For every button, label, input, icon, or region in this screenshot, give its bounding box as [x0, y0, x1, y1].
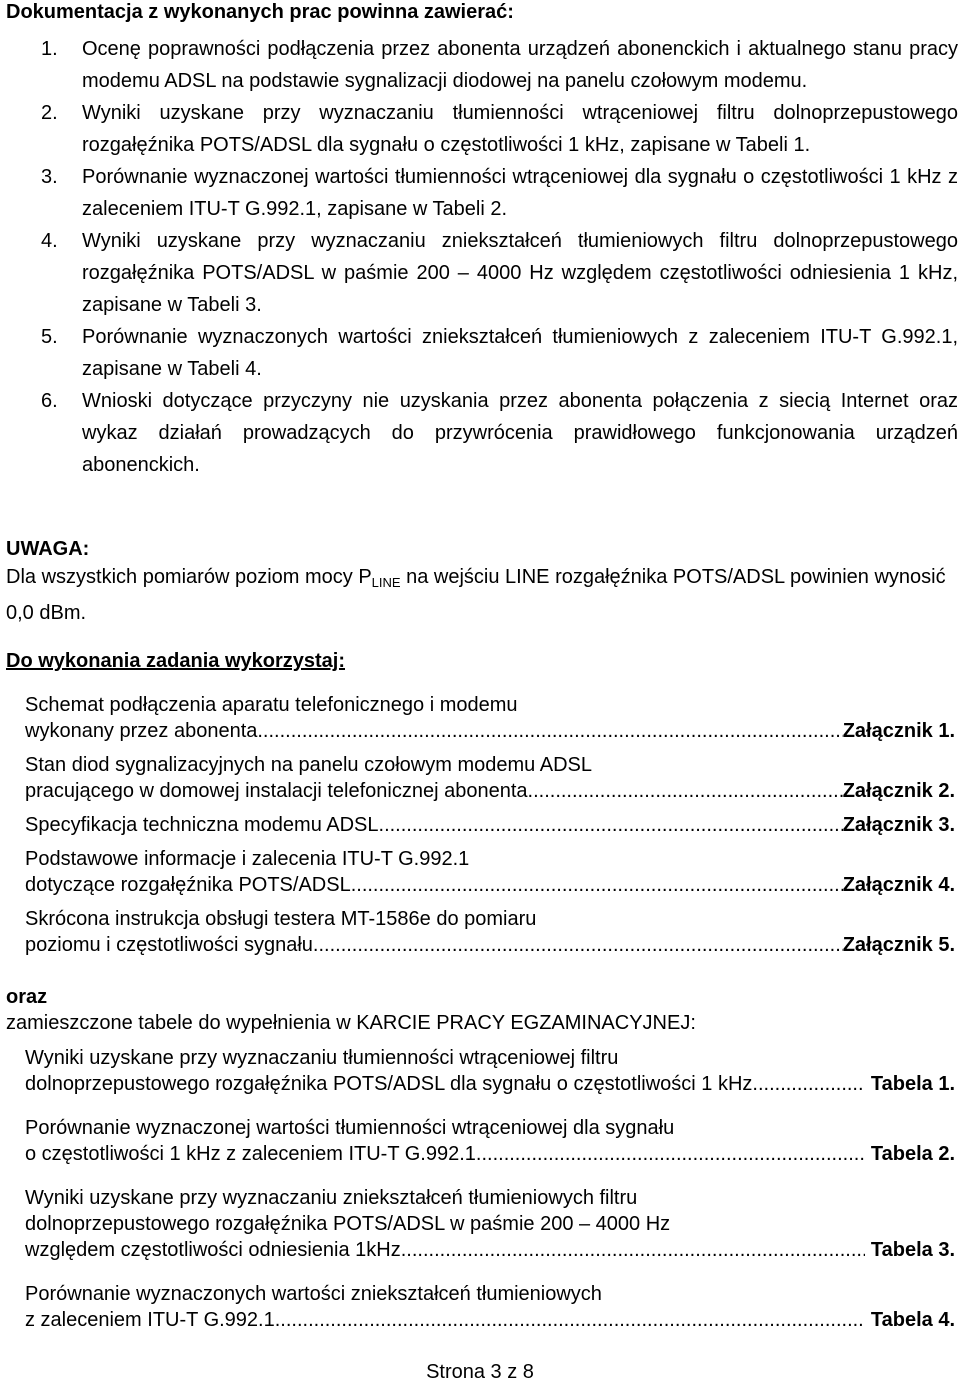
attachment-line: Schemat podłączenia aparatu telefonicznego i modemu: [25, 694, 518, 716]
dot-leader: [313, 932, 843, 958]
documentation-list: [0, 33, 960, 481]
list-item: [0, 33, 958, 97]
attachment-ref: Załącznik 1.: [842, 720, 955, 742]
tables-intro: zamieszczone tabele do wypełnienia w KARCIE PRACY EGZAMINACYJNEJ:: [6, 1012, 696, 1034]
dot-leader: [379, 812, 843, 838]
dot-leader: [275, 1307, 866, 1333]
attachment-line: Skrócona instrukcja obsługi testera MT-1586e do pomiaru: [25, 908, 537, 930]
dot-leader: [476, 1141, 865, 1167]
table-line-last: dolnoprzepustowego rozgałęźnika POTS/ADSL dla sygnału o częstotliwości 1 kHz: [25, 1073, 753, 1095]
attachment-line-last: Specyfikacja techniczna modemu ADSL: [25, 814, 379, 836]
item-text: Ocenę poprawności podłączenia przez abonenta urządzeń abonenckich i aktualnego stanu pracy modemu ADSL na podstawie sygnalizacji diodowej na panelu czołowym modemu.: [82, 38, 958, 92]
attachment-line-last: poziomu i częstotliwości sygnału: [25, 934, 313, 956]
list-item: [0, 97, 958, 161]
table-entry: [25, 1045, 955, 1097]
attachment-entry: [25, 846, 955, 898]
table-entry: [25, 1281, 955, 1333]
item-number: 4.: [41, 230, 58, 252]
dot-leader: [528, 778, 843, 804]
attachment-line-last: wykonany przez abonenta: [25, 720, 258, 742]
table-line: Porównanie wyznaczonej wartości tłumienności wtrąceniowej dla sygnału: [25, 1117, 675, 1139]
item-text: Porównanie wyznaczonej wartości tłumienności wtrąceniowej dla sygnału o częstotliwości 1 kHz z zaleceniem ITU-T G.992.1, zapisane w Tabeli 2.: [82, 166, 958, 220]
oraz-label: oraz: [6, 986, 48, 1008]
table-entry: [25, 1115, 955, 1167]
attachments-list: [25, 692, 955, 958]
attachment-line: Stan diod sygnalizacyjnych na panelu czołowym modemu ADSL: [25, 754, 592, 776]
note-text-after: na wejściu LINE rozgałęźnika POTS/ADSL powinien wynosić 0,0 dBm.: [6, 566, 946, 624]
attachment-ref: Załącznik 5.: [842, 934, 955, 956]
table-line: Wyniki uzyskane przy wyznaczaniu tłumienności wtrąceniowej filtru: [25, 1047, 619, 1069]
dot-leader: [257, 718, 842, 744]
attachment-entry: [25, 812, 955, 838]
section-heading: Dokumentacja z wykonanych prac powinna zawierać:: [6, 1, 514, 23]
dot-leader: [752, 1071, 865, 1097]
resources-title: Do wykonania zadania wykorzystaj:: [6, 650, 345, 672]
table-line-last: względem częstotliwości odniesienia 1kHz: [25, 1239, 401, 1261]
table-line-last: z zaleceniem ITU-T G.992.1: [25, 1309, 275, 1331]
note-text-before: Dla wszystkich pomiarów poziom mocy P: [6, 566, 372, 588]
item-number: 1.: [41, 38, 58, 60]
note-subscript: LINE: [371, 575, 401, 590]
dot-leader: [401, 1237, 866, 1263]
item-number: 5.: [41, 326, 58, 348]
attachment-entry: [25, 906, 955, 958]
attachment-ref: Załącznik 3.: [842, 814, 955, 836]
attachment-ref: Załącznik 4.: [842, 874, 955, 896]
item-number: 2.: [41, 102, 58, 124]
note-title: UWAGA:: [6, 538, 90, 560]
item-text: Wnioski dotyczące przyczyny nie uzyskania przez abonenta połączenia z siecią Internet oraz wykaz działań prowadzących do przywrócenia prawidłowego funkcjonowania urządzeń abonenckich.: [82, 390, 958, 476]
item-text: Wyniki uzyskane przy wyznaczaniu zniekształceń tłumieniowych filtru dolnoprzepustowego rozgałęźnika POTS/ADSL w paśmie 200 – 4000 Hz względem częstotliwości odniesienia 1 kHz, zapisane w Tabeli 3.: [82, 230, 958, 316]
item-number: 3.: [41, 166, 58, 188]
attachment-ref: Załącznik 2.: [842, 780, 955, 802]
table-line: dolnoprzepustowego rozgałęźnika POTS/ADSL w paśmie 200 – 4000 Hz: [25, 1213, 671, 1235]
list-item: [0, 385, 958, 481]
list-item: [0, 225, 958, 321]
note-text: [6, 562, 960, 628]
attachment-entry: [25, 752, 955, 804]
table-entry: [25, 1185, 955, 1263]
attachment-line-last: pracującego w domowej instalacji telefonicznej abonenta: [25, 780, 528, 802]
attachment-line: Podstawowe informacje i zalecenia ITU-T G.992.1: [25, 848, 470, 870]
tables-list: [25, 1045, 955, 1333]
attachment-line-last: dotyczące rozgałęźnika POTS/ADSL: [25, 874, 351, 896]
attachment-entry: [25, 692, 955, 744]
page-number: Strona 3 z 8: [426, 1361, 534, 1383]
table-ref: Tabela 2.: [865, 1143, 955, 1165]
table-line: Wyniki uzyskane przy wyznaczaniu zniekształceń tłumieniowych filtru: [25, 1187, 638, 1209]
table-ref: Tabela 1.: [865, 1073, 955, 1095]
item-number: 6.: [41, 390, 58, 412]
table-line: Porównanie wyznaczonych wartości zniekształceń tłumieniowych: [25, 1283, 602, 1305]
item-text: Wyniki uzyskane przy wyznaczaniu tłumienności wtrąceniowej filtru dolnoprzepustowego rozgałęźnika POTS/ADSL dla sygnału o częstotliwości 1 kHz, zapisane w Tabeli 1.: [82, 102, 958, 156]
dot-leader: [351, 872, 843, 898]
item-text: Porównanie wyznaczonych wartości zniekształceń tłumieniowych z zaleceniem ITU-T G.992.1, zapisane w Tabeli 4.: [82, 326, 958, 380]
table-line-last: o częstotliwości 1 kHz z zaleceniem ITU-T G.992.1: [25, 1143, 476, 1165]
table-ref: Tabela 3.: [865, 1239, 955, 1261]
list-item: [0, 161, 958, 225]
list-item: [0, 321, 958, 385]
table-ref: Tabela 4.: [865, 1309, 955, 1331]
